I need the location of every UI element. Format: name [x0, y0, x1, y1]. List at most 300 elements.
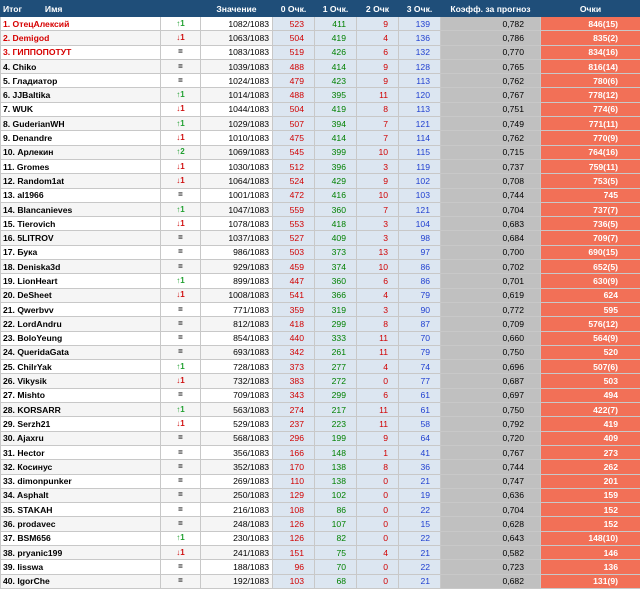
value-cell: 1044/1083: [201, 102, 273, 116]
one-point-cell: 138: [315, 460, 357, 474]
zero-points-cell: 166: [273, 445, 315, 459]
zero-points-cell: 373: [273, 360, 315, 374]
header-o2[interactable]: 2 Очк: [357, 1, 399, 17]
value-cell: 352/1083: [201, 460, 273, 474]
points-cell: 595: [541, 302, 640, 316]
one-point-cell: 418: [315, 217, 357, 231]
trend-indicator: ↓1: [161, 545, 201, 559]
one-point-cell: 261: [315, 345, 357, 359]
two-points-cell: 6: [357, 274, 399, 288]
value-cell: 709/1083: [201, 388, 273, 402]
two-points-cell: 0: [357, 531, 399, 545]
zero-points-cell: 507: [273, 117, 315, 131]
coefficient-cell: 0,687: [441, 374, 541, 388]
trend-indicator: ↓1: [161, 159, 201, 173]
value-cell: 241/1083: [201, 545, 273, 559]
one-point-cell: 360: [315, 274, 357, 288]
table-row[interactable]: [1, 102, 640, 116]
two-points-cell: 11: [357, 331, 399, 345]
three-points-cell: 21: [399, 545, 441, 559]
player-name: 5. Гладиатор: [1, 74, 161, 88]
three-points-cell: 128: [399, 59, 441, 73]
two-points-cell: 11: [357, 88, 399, 102]
player-name: 21. Qwerbvv: [1, 302, 161, 316]
table-row[interactable]: [1, 288, 640, 302]
points-cell: 131(9): [541, 574, 640, 588]
zero-points-cell: 383: [273, 374, 315, 388]
value-cell: 529/1083: [201, 417, 273, 431]
table-row[interactable]: [1, 431, 640, 445]
three-points-cell: 115: [399, 145, 441, 159]
table-row[interactable]: [1, 302, 640, 316]
three-points-cell: 41: [399, 445, 441, 459]
value-cell: 1001/1083: [201, 188, 273, 202]
points-cell: 834(16): [541, 45, 640, 59]
header-result-name[interactable]: [1, 1, 161, 17]
trend-indicator: ↑1: [161, 202, 201, 216]
value-cell: 250/1083: [201, 488, 273, 502]
value-cell: 728/1083: [201, 360, 273, 374]
three-points-cell: 86: [399, 274, 441, 288]
value-cell: 771/1083: [201, 302, 273, 316]
points-cell: 759(11): [541, 159, 640, 173]
one-point-cell: 82: [315, 531, 357, 545]
coefficient-cell: 0,683: [441, 217, 541, 231]
points-cell: 652(5): [541, 260, 640, 274]
trend-indicator: =: [161, 460, 201, 474]
zero-points-cell: 541: [273, 288, 315, 302]
two-points-cell: 1: [357, 445, 399, 459]
three-points-cell: 87: [399, 317, 441, 331]
player-name: 10. Арлекин: [1, 145, 161, 159]
zero-points-cell: 527: [273, 231, 315, 245]
player-name: 27. Mishto: [1, 388, 161, 402]
one-point-cell: 423: [315, 74, 357, 88]
zero-points-cell: 96: [273, 560, 315, 574]
table-row[interactable]: [1, 445, 640, 459]
coefficient-cell: 0,582: [441, 545, 541, 559]
value-cell: 1039/1083: [201, 59, 273, 73]
one-point-cell: 107: [315, 517, 357, 531]
points-cell: 690(15): [541, 245, 640, 259]
two-points-cell: 8: [357, 317, 399, 331]
one-point-cell: 374: [315, 260, 357, 274]
table-row[interactable]: [1, 560, 640, 574]
header-name: Имя: [44, 3, 63, 14]
value-cell: 854/1083: [201, 331, 273, 345]
trend-indicator: ↑1: [161, 274, 201, 288]
one-point-cell: 411: [315, 17, 357, 31]
trend-indicator: =: [161, 59, 201, 73]
zero-points-cell: 472: [273, 188, 315, 202]
points-cell: 564(9): [541, 331, 640, 345]
three-points-cell: 64: [399, 431, 441, 445]
two-points-cell: 6: [357, 388, 399, 402]
coefficient-cell: 0,660: [441, 331, 541, 345]
zero-points-cell: 524: [273, 174, 315, 188]
one-point-cell: 419: [315, 102, 357, 116]
one-point-cell: 394: [315, 117, 357, 131]
three-points-cell: 21: [399, 574, 441, 588]
header-value[interactable]: Значение: [201, 1, 273, 17]
trend-indicator: ↓1: [161, 374, 201, 388]
zero-points-cell: 475: [273, 131, 315, 145]
three-points-cell: 104: [399, 217, 441, 231]
trend-indicator: =: [161, 574, 201, 588]
table-row[interactable]: [1, 59, 640, 73]
coefficient-cell: 0,708: [441, 174, 541, 188]
coefficient-cell: 0,786: [441, 31, 541, 45]
points-cell: 846(15): [541, 17, 640, 31]
three-points-cell: 102: [399, 174, 441, 188]
zero-points-cell: 103: [273, 574, 315, 588]
coefficient-cell: 0,702: [441, 260, 541, 274]
table-row[interactable]: [1, 231, 640, 245]
three-points-cell: 22: [399, 560, 441, 574]
three-points-cell: 77: [399, 374, 441, 388]
coefficient-cell: 0,744: [441, 188, 541, 202]
one-point-cell: 68: [315, 574, 357, 588]
table-row[interactable]: [1, 388, 640, 402]
zero-points-cell: 342: [273, 345, 315, 359]
player-name: 29. Serzh21: [1, 417, 161, 431]
table-row[interactable]: [1, 503, 640, 517]
player-name: 28. KORSARR: [1, 403, 161, 417]
zero-points-cell: 126: [273, 531, 315, 545]
two-points-cell: 0: [357, 560, 399, 574]
table-row[interactable]: [1, 45, 640, 59]
table-row[interactable]: [1, 574, 640, 588]
two-points-cell: 13: [357, 245, 399, 259]
player-name: 23. BoloYeung: [1, 331, 161, 345]
one-point-cell: 299: [315, 388, 357, 402]
points-cell: 422(7): [541, 403, 640, 417]
zero-points-cell: 459: [273, 260, 315, 274]
points-cell: 780(6): [541, 74, 640, 88]
trend-indicator: =: [161, 345, 201, 359]
coefficient-cell: 0,751: [441, 102, 541, 116]
zero-points-cell: 479: [273, 74, 315, 88]
zero-points-cell: 519: [273, 45, 315, 59]
three-points-cell: 136: [399, 31, 441, 45]
one-point-cell: 373: [315, 245, 357, 259]
zero-points-cell: 503: [273, 245, 315, 259]
table-row[interactable]: [1, 74, 640, 88]
trend-indicator: =: [161, 474, 201, 488]
player-name: 6. JJBaltika: [1, 88, 161, 102]
points-cell: 201: [541, 474, 640, 488]
table-row[interactable]: [1, 360, 640, 374]
table-row[interactable]: [1, 131, 640, 145]
trend-indicator: =: [161, 245, 201, 259]
header-o1[interactable]: 1 Очк.: [315, 1, 357, 17]
coefficient-cell: 0,696: [441, 360, 541, 374]
one-point-cell: 319: [315, 302, 357, 316]
three-points-cell: 21: [399, 474, 441, 488]
points-cell: 753(5): [541, 174, 640, 188]
trend-indicator: =: [161, 74, 201, 88]
two-points-cell: 6: [357, 45, 399, 59]
coefficient-cell: 0,762: [441, 74, 541, 88]
three-points-cell: 58: [399, 417, 441, 431]
points-cell: 630(9): [541, 274, 640, 288]
table-row[interactable]: [1, 274, 640, 288]
value-cell: 812/1083: [201, 317, 273, 331]
zero-points-cell: 523: [273, 17, 315, 31]
table-row[interactable]: [1, 174, 640, 188]
table-row[interactable]: [1, 331, 640, 345]
two-points-cell: 11: [357, 403, 399, 417]
zero-points-cell: 151: [273, 545, 315, 559]
header-o3[interactable]: 3 Очк.: [399, 1, 441, 17]
zero-points-cell: 545: [273, 145, 315, 159]
table-row[interactable]: [1, 531, 640, 545]
trend-indicator: ↑1: [161, 360, 201, 374]
trend-indicator: ↓1: [161, 417, 201, 431]
trend-indicator: =: [161, 188, 201, 202]
player-name: 17. Бука: [1, 245, 161, 259]
one-point-cell: 299: [315, 317, 357, 331]
table-row[interactable]: [1, 517, 640, 531]
table-row[interactable]: [1, 374, 640, 388]
value-cell: 693/1083: [201, 345, 273, 359]
coefficient-cell: 0,684: [441, 231, 541, 245]
trend-indicator: ↑1: [161, 117, 201, 131]
one-point-cell: 148: [315, 445, 357, 459]
zero-points-cell: 343: [273, 388, 315, 402]
one-point-cell: 199: [315, 431, 357, 445]
two-points-cell: 9: [357, 59, 399, 73]
coefficient-cell: 0,762: [441, 131, 541, 145]
player-name: 7. WUK: [1, 102, 161, 116]
trend-indicator: =: [161, 317, 201, 331]
trend-indicator: =: [161, 488, 201, 502]
points-cell: 148(10): [541, 531, 640, 545]
header-o0[interactable]: 0 Очк.: [273, 1, 315, 17]
one-point-cell: 102: [315, 488, 357, 502]
value-cell: 568/1083: [201, 431, 273, 445]
table-row[interactable]: [1, 417, 640, 431]
points-cell: 152: [541, 517, 640, 531]
table-row[interactable]: [1, 88, 640, 102]
table-row[interactable]: [1, 245, 640, 259]
table-row[interactable]: [1, 488, 640, 502]
points-cell: 494: [541, 388, 640, 402]
trend-indicator: ↓1: [161, 217, 201, 231]
player-name: 33. dimonpunker: [1, 474, 161, 488]
coefficient-cell: 0,715: [441, 145, 541, 159]
table-row[interactable]: [1, 474, 640, 488]
coefficient-cell: 0,749: [441, 117, 541, 131]
points-cell: 520: [541, 345, 640, 359]
table-row[interactable]: [1, 17, 640, 31]
value-cell: 1063/1083: [201, 31, 273, 45]
one-point-cell: 138: [315, 474, 357, 488]
player-name: 40. IgorChe: [1, 574, 161, 588]
value-cell: 1024/1083: [201, 74, 273, 88]
two-points-cell: 11: [357, 417, 399, 431]
table-row[interactable]: [1, 260, 640, 274]
trend-indicator: =: [161, 231, 201, 245]
points-cell: 159: [541, 488, 640, 502]
table-row[interactable]: [1, 217, 640, 231]
value-cell: 899/1083: [201, 274, 273, 288]
header-trend[interactable]: [161, 1, 201, 17]
player-name: 34. Asphalt: [1, 488, 161, 502]
player-name: 8. GuderianWH: [1, 117, 161, 131]
trend-indicator: =: [161, 431, 201, 445]
table-row[interactable]: [1, 31, 640, 45]
value-cell: 1010/1083: [201, 131, 273, 145]
trend-indicator: ↓1: [161, 131, 201, 145]
trend-indicator: =: [161, 560, 201, 574]
table-row[interactable]: [1, 202, 640, 216]
table-row[interactable]: [1, 145, 640, 159]
three-points-cell: 113: [399, 74, 441, 88]
trend-indicator: =: [161, 45, 201, 59]
two-points-cell: 7: [357, 202, 399, 216]
three-points-cell: 79: [399, 345, 441, 359]
table-row[interactable]: [1, 403, 640, 417]
table-row[interactable]: [1, 345, 640, 359]
three-points-cell: 121: [399, 202, 441, 216]
value-cell: 269/1083: [201, 474, 273, 488]
trend-indicator: =: [161, 260, 201, 274]
zero-points-cell: 504: [273, 31, 315, 45]
two-points-cell: 3: [357, 302, 399, 316]
two-points-cell: 0: [357, 574, 399, 588]
coefficient-cell: 0,767: [441, 445, 541, 459]
coefficient-cell: 0,720: [441, 431, 541, 445]
coefficient-cell: 0,643: [441, 531, 541, 545]
one-point-cell: 223: [315, 417, 357, 431]
coefficient-cell: 0,750: [441, 345, 541, 359]
points-cell: 262: [541, 460, 640, 474]
coefficient-cell: 0,636: [441, 488, 541, 502]
coefficient-cell: 0,701: [441, 274, 541, 288]
two-points-cell: 4: [357, 31, 399, 45]
zero-points-cell: 296: [273, 431, 315, 445]
points-cell: 146: [541, 545, 640, 559]
value-cell: 356/1083: [201, 445, 273, 459]
one-point-cell: 366: [315, 288, 357, 302]
two-points-cell: 10: [357, 188, 399, 202]
player-name: 13. al1966: [1, 188, 161, 202]
table-row[interactable]: [1, 317, 640, 331]
player-name: 15. Tierovich: [1, 217, 161, 231]
player-name: 30. Ajaxru: [1, 431, 161, 445]
points-cell: 774(6): [541, 102, 640, 116]
three-points-cell: 119: [399, 159, 441, 173]
value-cell: 1078/1083: [201, 217, 273, 231]
table-row[interactable]: [1, 460, 640, 474]
value-cell: 1047/1083: [201, 202, 273, 216]
one-point-cell: 70: [315, 560, 357, 574]
points-cell: 736(5): [541, 217, 640, 231]
value-cell: 1069/1083: [201, 145, 273, 159]
zero-points-cell: 504: [273, 102, 315, 116]
points-cell: 835(2): [541, 31, 640, 45]
player-name: 37. BSM656: [1, 531, 161, 545]
two-points-cell: 0: [357, 374, 399, 388]
coefficient-cell: 0,704: [441, 202, 541, 216]
two-points-cell: 3: [357, 217, 399, 231]
one-point-cell: 399: [315, 145, 357, 159]
zero-points-cell: 440: [273, 331, 315, 345]
value-cell: 1064/1083: [201, 174, 273, 188]
player-name: 2. Demigod: [1, 31, 161, 45]
one-point-cell: 333: [315, 331, 357, 345]
trend-indicator: ↓1: [161, 288, 201, 302]
one-point-cell: 416: [315, 188, 357, 202]
three-points-cell: 98: [399, 231, 441, 245]
points-cell: 507(6): [541, 360, 640, 374]
header-points[interactable]: Очки: [541, 1, 640, 17]
value-cell: 1082/1083: [201, 17, 273, 31]
two-points-cell: 8: [357, 460, 399, 474]
trend-indicator: ↓1: [161, 174, 201, 188]
points-cell: 503: [541, 374, 640, 388]
table-row[interactable]: [1, 159, 640, 173]
coefficient-cell: 0,737: [441, 159, 541, 173]
coefficient-cell: 0,697: [441, 388, 541, 402]
zero-points-cell: 126: [273, 517, 315, 531]
value-cell: 1083/1083: [201, 45, 273, 59]
zero-points-cell: 274: [273, 403, 315, 417]
coefficient-cell: 0,704: [441, 503, 541, 517]
coefficient-cell: 0,767: [441, 88, 541, 102]
zero-points-cell: 553: [273, 217, 315, 231]
value-cell: 1030/1083: [201, 159, 273, 173]
one-point-cell: 409: [315, 231, 357, 245]
two-points-cell: 0: [357, 517, 399, 531]
zero-points-cell: 512: [273, 159, 315, 173]
points-cell: 770(9): [541, 131, 640, 145]
one-point-cell: 429: [315, 174, 357, 188]
header-coef[interactable]: Коэфф. за прогноз: [441, 1, 541, 17]
zero-points-cell: 488: [273, 88, 315, 102]
three-points-cell: 79: [399, 288, 441, 302]
zero-points-cell: 447: [273, 274, 315, 288]
two-points-cell: 9: [357, 74, 399, 88]
points-cell: 709(7): [541, 231, 640, 245]
player-name: 19. LionHeart: [1, 274, 161, 288]
zero-points-cell: 359: [273, 302, 315, 316]
zero-points-cell: 110: [273, 474, 315, 488]
two-points-cell: 10: [357, 145, 399, 159]
player-name: 25. ChilrYak: [1, 360, 161, 374]
value-cell: 188/1083: [201, 560, 273, 574]
two-points-cell: 9: [357, 174, 399, 188]
player-name: 26. Vikysik: [1, 374, 161, 388]
player-name: 31. Hector: [1, 445, 161, 459]
value-cell: 1029/1083: [201, 117, 273, 131]
table-row[interactable]: [1, 188, 640, 202]
table-row[interactable]: [1, 545, 640, 559]
player-name: 35. STAKAH: [1, 503, 161, 517]
one-point-cell: 75: [315, 545, 357, 559]
two-points-cell: 0: [357, 488, 399, 502]
coefficient-cell: 0,709: [441, 317, 541, 331]
points-cell: 576(12): [541, 317, 640, 331]
value-cell: 1008/1083: [201, 288, 273, 302]
three-points-cell: 15: [399, 517, 441, 531]
table-row[interactable]: [1, 117, 640, 131]
one-point-cell: 86: [315, 503, 357, 517]
player-name: 39. lisswa: [1, 560, 161, 574]
trend-indicator: ↓1: [161, 31, 201, 45]
value-cell: 192/1083: [201, 574, 273, 588]
